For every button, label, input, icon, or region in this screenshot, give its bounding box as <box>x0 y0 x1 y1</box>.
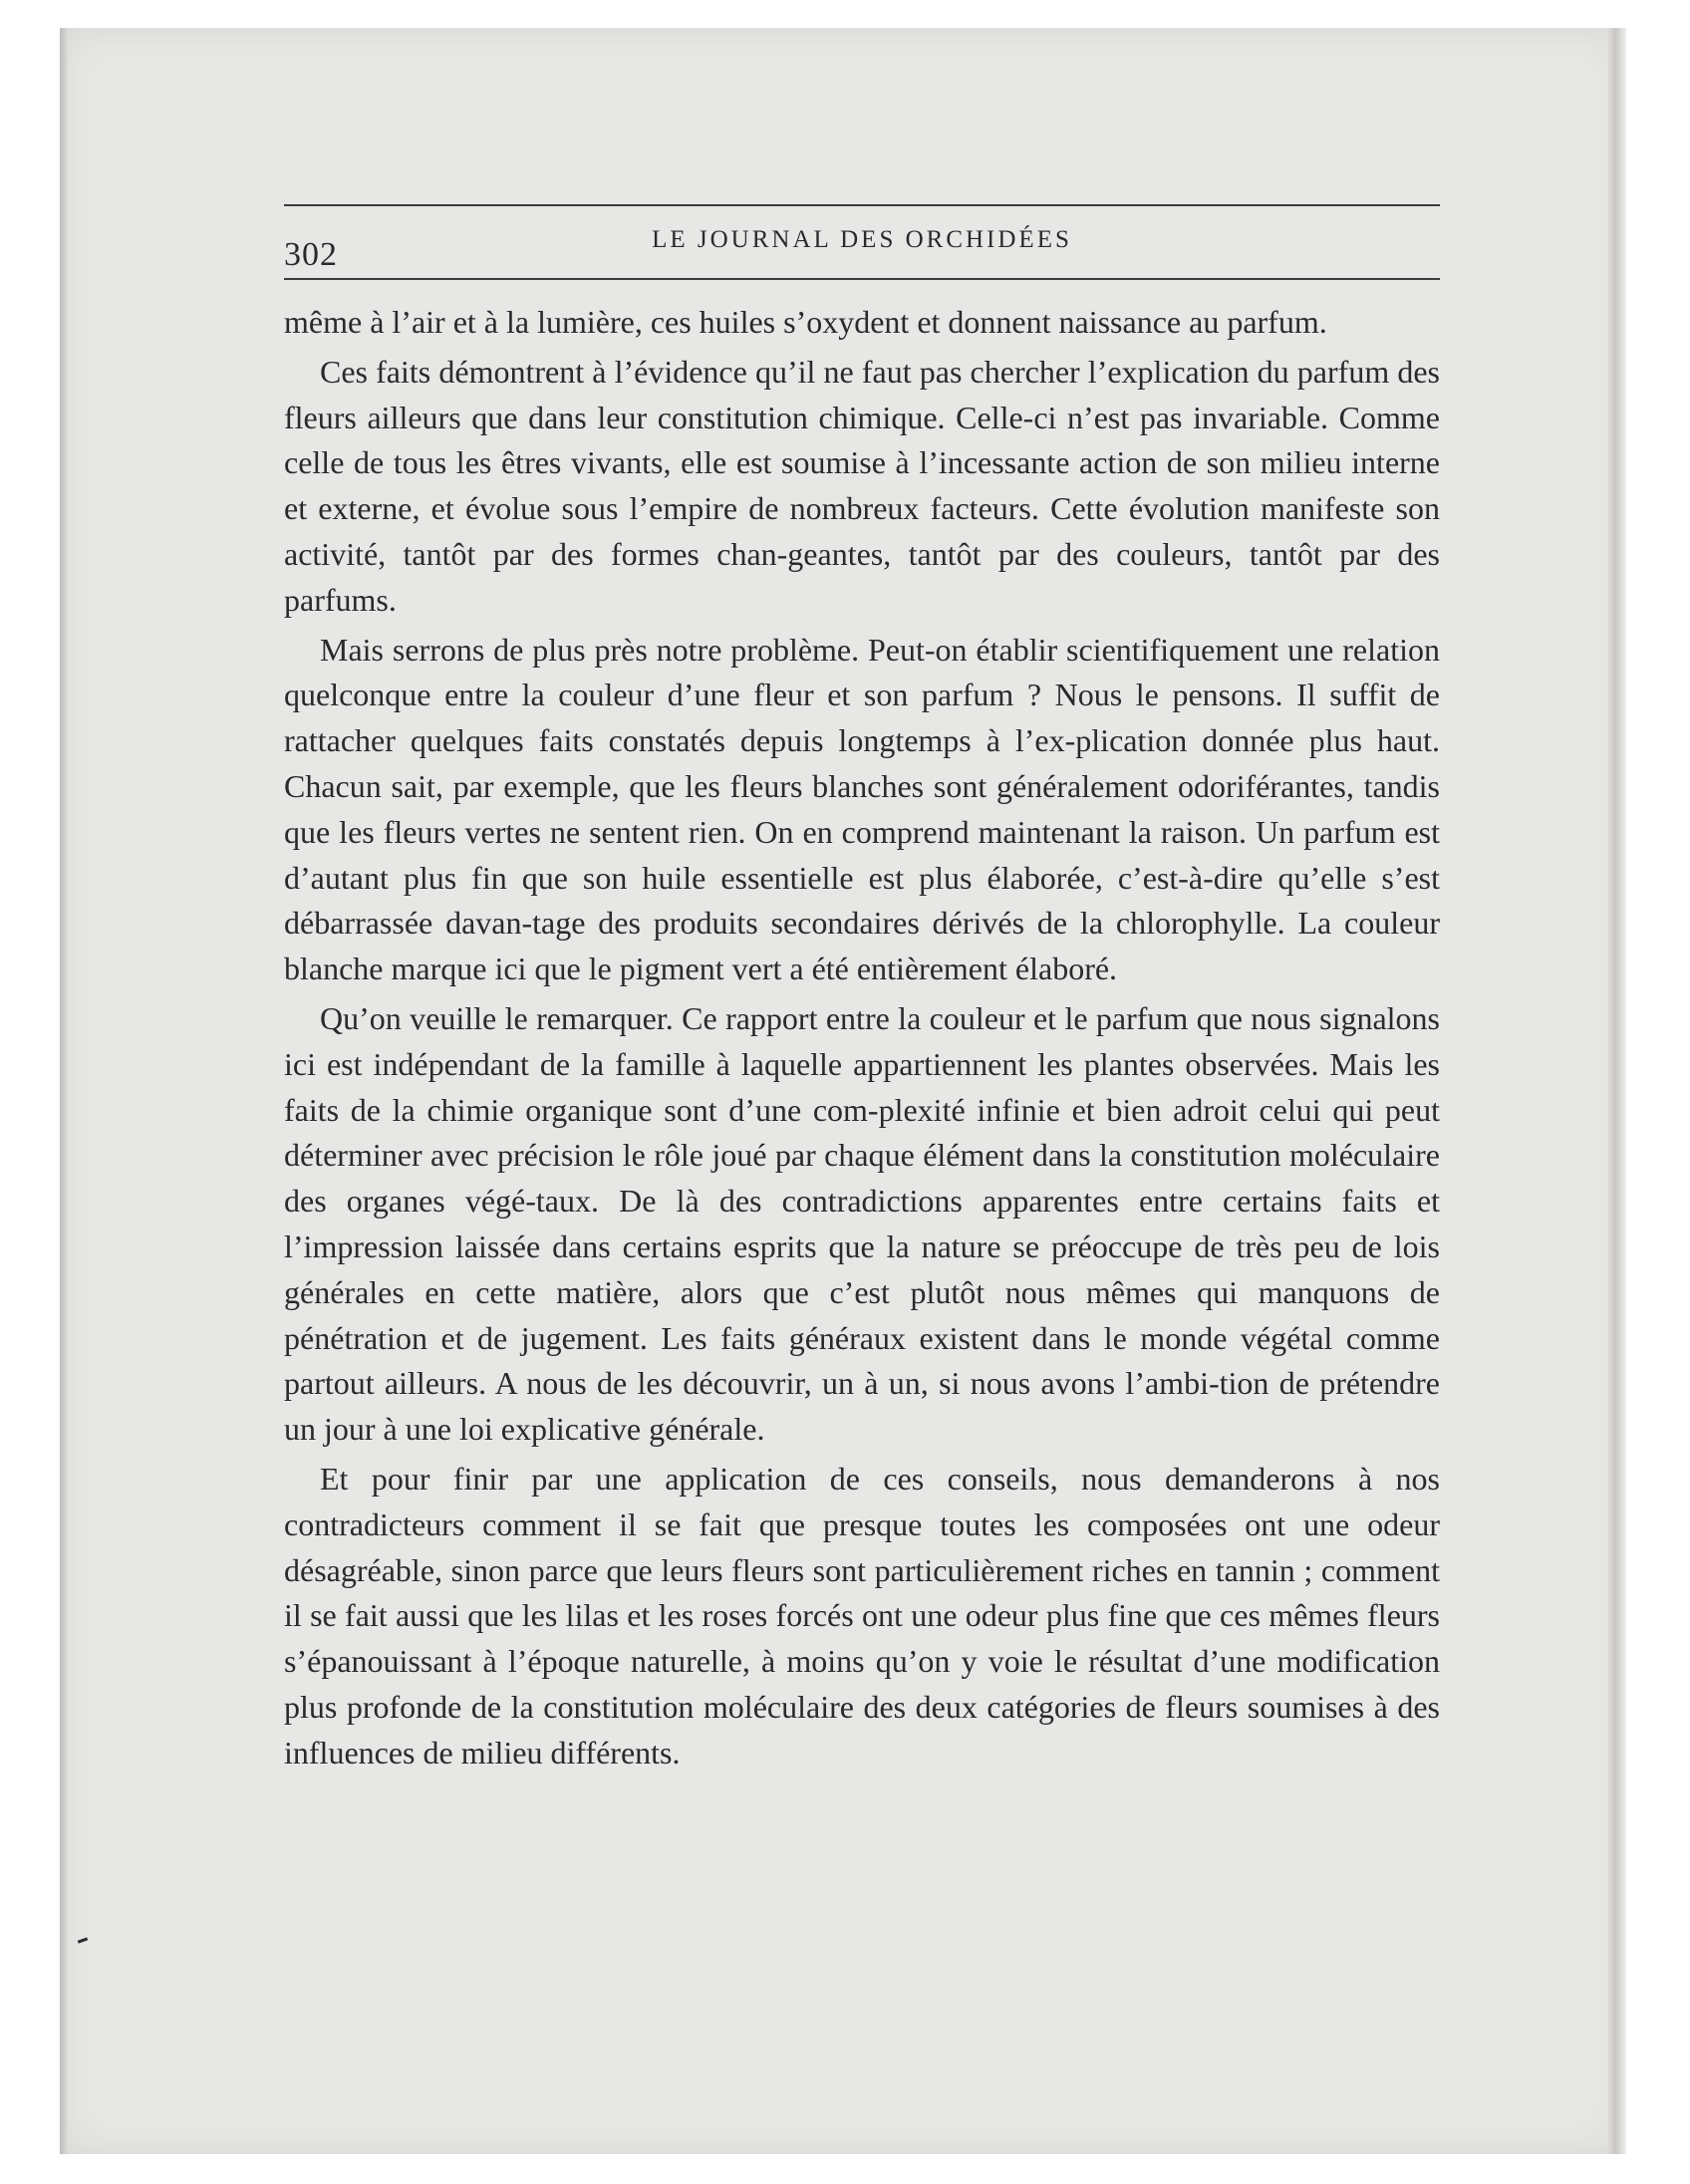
header-rule-bottom <box>284 278 1440 280</box>
paragraph-2: Ces faits démontrent à l’évidence qu’il ne faut pas chercher l’explication du parfum des fleurs ailleurs que dans leur constitution chimique. Celle-ci n’est pas invariable. Comme celle de tous les êtres vivants, elle est soumise à l’incessante action de son milieu interne et externe, et évolue sous l’empire de nombreux facteurs. Cette évolution manifeste son activité, tantôt par des formes chan-geantes, tantôt par des couleurs, tantôt par des parfums. <box>284 353 1440 618</box>
paragraph-5: Et pour finir par une application de ces conseils, nous demanderons à nos contradicteurs comment il se fait que presque toutes les composées ont une odeur désagréable, sinon parce que leurs fleurs sont particulièrement riches en tannin ; comment il se fait aussi que les lilas et les roses forcés ont une odeur plus fine que ces mêmes fleurs s’épanouissant à l’époque naturelle, à moins qu’on y voie le résultat d’une modification plus profonde de la constitution moléculaire des deux catégories de fleurs soumises à des influences de milieu différents. <box>284 1460 1440 1771</box>
body-text <box>284 300 1440 1776</box>
scan-left-edge <box>60 28 68 2154</box>
page-number: 302 <box>284 236 338 273</box>
paragraph-1: même à l’air et à la lumière, ces huiles s’oxydent et donnent naissance au parfum. <box>284 304 1327 340</box>
document-page <box>284 204 1440 1780</box>
running-head <box>284 206 1440 273</box>
paragraph-4: Qu’on veuille le remarquer. Ce rapport entre la couleur et le parfum que nous signalons ici est indépendant de la famille à laquelle appartiennent les plantes observées. Mais les faits de la chimie organique sont d’une com-plexité infinie et bien adroit celui qui peut déterminer avec précision le rôle joué par chaque élément dans la constitution moléculaire des organes végé-taux. De là des contradictions apparentes entre certains faits et l’impression laissée dans certains esprits que la nature se préoccupe de très peu de lois générales en cette matière, alors que c’est plutôt nous mêmes qui manquons de pénétration et de jugement. Les faits généraux existent dans le monde végétal comme partout ailleurs. A nous de les découvrir, un à un, si nous avons l’ambi-tion de prétendre un jour à une loi explicative générale. <box>284 999 1440 1448</box>
scan-right-edge <box>1608 28 1626 2154</box>
paragraph-3: Mais serrons de plus près notre problème. Peut-on établir scientifiquement une relation quelconque entre la couleur d’une fleur et son parfum ? Nous le pensons. Il suffit de rattacher quelques faits constatés depuis longtemps à l’ex-plication donnée plus haut. Chacun sait, par exemple, que les fleurs blanches sont généralement odoriférantes, tandis que les fleurs vertes ne sentent rien. On en comprend maintenant la raison. Un parfum est d’autant plus fin que son huile essentielle est plus élaborée, c’est-à-dire qu’elle s’est débarrassée davan-tage des produits secondaires dérivés de la chlorophylle. La couleur blanche marque ici que le pigment vert a été entièrement élaboré. <box>284 631 1440 987</box>
journal-title: LE JOURNAL DES ORCHIDÉES <box>652 226 1072 253</box>
